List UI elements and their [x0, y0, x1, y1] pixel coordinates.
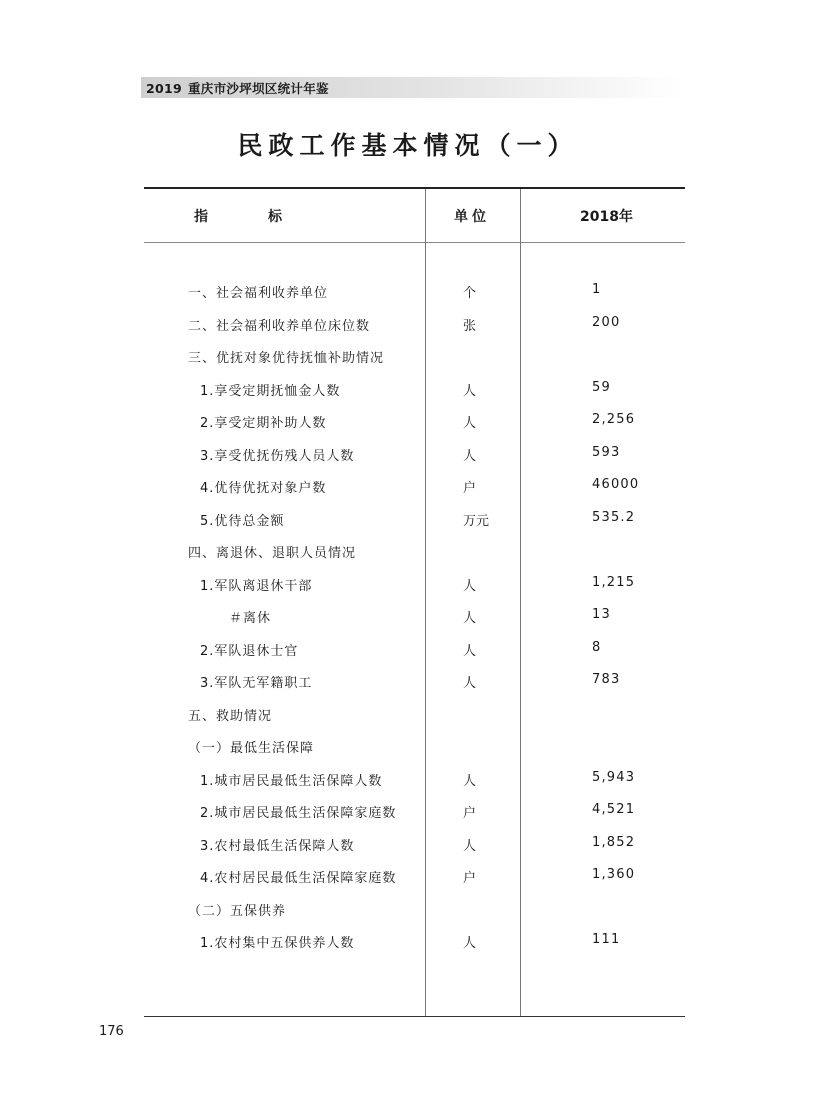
row-label: 1.城市居民最低生活保障人数: [200, 773, 383, 789]
row-label: 3.享受优抚伤残人员人数: [200, 448, 355, 464]
table-row: [0, 315, 816, 335]
column-header-year: 2018年: [580, 209, 633, 225]
row-label: 3.军队无军籍职工: [200, 676, 313, 691]
row-label: 二、社会福利收养单位床位数: [188, 318, 371, 334]
row-label: 4.农村居民最低生活保障家庭数: [200, 871, 397, 886]
table-row: [0, 737, 816, 757]
table-row: [0, 542, 816, 562]
table-row: [0, 607, 816, 627]
table-row: [0, 705, 816, 725]
column-divider-unit: [425, 189, 426, 1016]
row-label: ＃离休: [229, 611, 272, 626]
row-label: （二）五保供养: [188, 903, 287, 919]
table-row: [0, 770, 816, 790]
column-header-unit: 单位: [454, 209, 490, 225]
row-label: 1.军队离退休干部: [200, 578, 313, 594]
row-value: 1: [592, 282, 602, 297]
row-label: 5.优待总金额: [200, 513, 285, 529]
row-value: 783: [592, 672, 621, 687]
table-bottom-rule: [144, 1016, 685, 1017]
table-top-rule: [144, 187, 685, 189]
row-unit: 人: [463, 838, 477, 854]
row-unit: 户: [463, 871, 477, 886]
row-unit: 个: [463, 286, 477, 301]
table-row: [0, 380, 816, 400]
row-value: 5,943: [592, 769, 636, 785]
running-header: [146, 79, 329, 97]
row-unit: 户: [463, 481, 477, 496]
row-unit: 人: [463, 936, 477, 951]
row-unit: 户: [463, 806, 477, 821]
row-value: 1,360: [592, 867, 636, 882]
column-header-indicator-1: 指: [194, 209, 208, 225]
row-value: 4,521: [592, 802, 636, 817]
row-unit: 人: [463, 773, 477, 789]
row-unit: 人: [463, 448, 477, 464]
row-value: 200: [592, 314, 621, 330]
row-unit: 张: [463, 318, 477, 334]
table-row: [0, 867, 816, 887]
row-unit: 人: [463, 643, 477, 659]
row-unit: 人: [463, 383, 477, 399]
row-unit: 人: [463, 578, 477, 594]
table-row: [0, 900, 816, 920]
page-title: 民政工作基本情况（一）: [237, 131, 579, 160]
row-unit: 人: [463, 676, 477, 691]
row-value: 2,256: [592, 412, 636, 427]
row-value: 1,215: [592, 574, 636, 590]
header-year: 2019: [146, 81, 182, 96]
row-label: 1.享受定期抚恤金人数: [200, 383, 341, 399]
row-value: 593: [592, 444, 621, 460]
column-header-indicator-2: 标: [268, 209, 282, 225]
row-label: 2.城市居民最低生活保障家庭数: [200, 806, 397, 821]
row-label: （一）最低生活保障: [188, 741, 315, 756]
table-row: [0, 282, 816, 302]
row-value: 46000: [592, 477, 640, 492]
row-unit: 人: [463, 611, 477, 626]
header-book-title: 重庆市沙坪坝区统计年鉴: [188, 81, 329, 96]
table-row: [0, 510, 816, 530]
table-row: [0, 640, 816, 660]
row-value: 1,852: [592, 834, 636, 850]
table-row: [0, 932, 816, 952]
table-row: [0, 575, 816, 595]
row-label: 3.农村最低生活保障人数: [200, 838, 355, 854]
row-unit: 万元: [463, 513, 490, 529]
row-value: 111: [592, 932, 621, 947]
row-label: 四、离退休、退职人员情况: [188, 546, 357, 561]
table-row: [0, 477, 816, 497]
row-label: 一、社会福利收养单位: [188, 286, 329, 301]
row-value: 59: [592, 379, 611, 395]
table-row: [0, 445, 816, 465]
row-value: 535.2: [592, 509, 636, 525]
row-label: 4.优待优抚对象户数: [200, 481, 327, 496]
table-row: [0, 672, 816, 692]
table-row: [0, 412, 816, 432]
page-number: 176: [99, 1024, 124, 1039]
row-label: 1.农村集中五保供养人数: [200, 936, 355, 951]
row-value: 8: [592, 639, 602, 655]
row-label: 2.享受定期补助人数: [200, 416, 327, 431]
table-row: [0, 347, 816, 367]
row-label: 2.军队退休士官: [200, 643, 299, 659]
row-unit: 人: [463, 416, 477, 431]
row-label: 三、优抚对象优待抚恤补助情况: [188, 351, 385, 366]
column-divider-value: [520, 189, 521, 1016]
row-label: 五、救助情况: [188, 708, 273, 724]
table-row: [0, 802, 816, 822]
row-value: 13: [592, 607, 611, 622]
table-header-rule: [144, 242, 685, 243]
table-row: [0, 835, 816, 855]
